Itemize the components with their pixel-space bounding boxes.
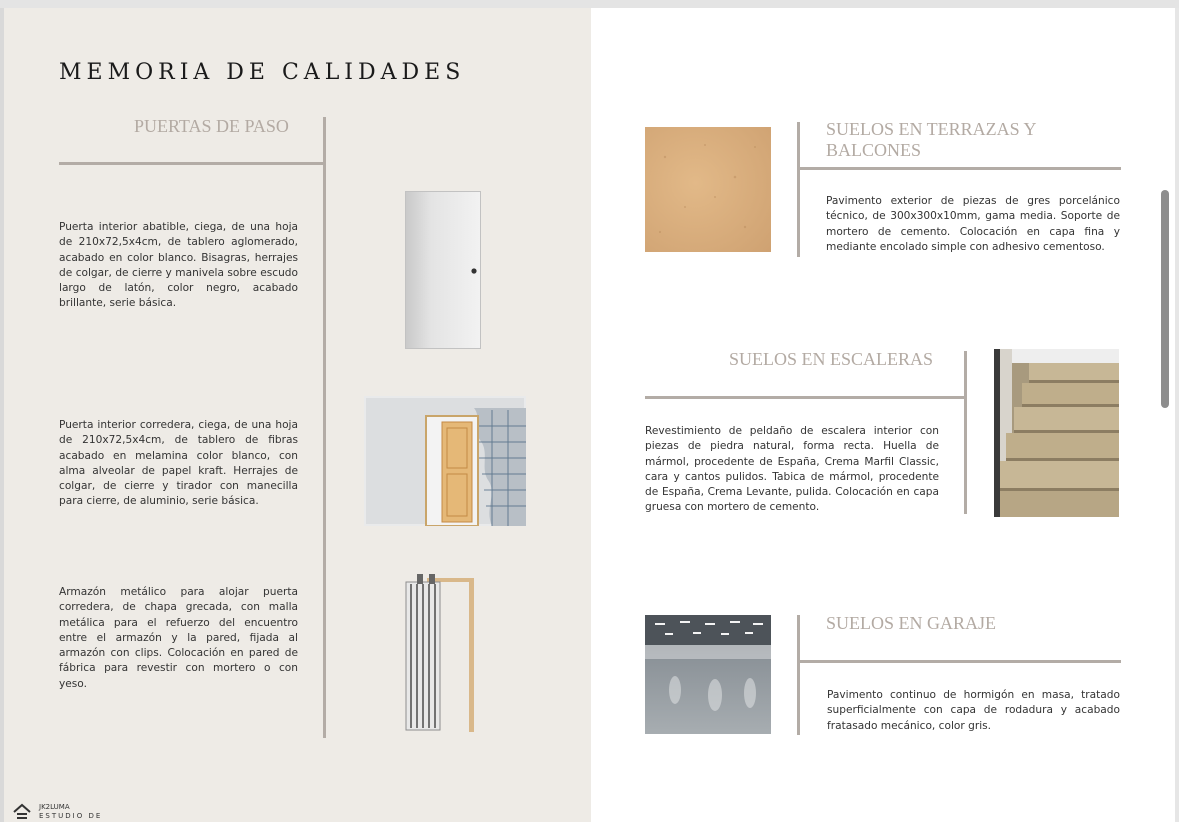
garage-floor-image <box>645 615 771 734</box>
puertas-rule <box>59 162 325 165</box>
terrazas-heading <box>826 119 1086 161</box>
metal-frame-image <box>403 572 477 732</box>
escaleras-rule <box>645 396 967 399</box>
door-image <box>405 191 481 349</box>
studio-logo-text <box>39 803 102 821</box>
studio-logo-line2: ESTUDIO DE <box>39 812 103 820</box>
terrazas-heading-line2: BALCONES <box>826 140 922 160</box>
puertas-item-1-text: Puerta interior abatible, ciega, de una hoja de 210x72,5x4cm, de tablero aglomerado, acabado en color blanco. Bisagras, herrajes de colgar, de cierre y manivela sobre escudo largo de latón, color negro, acabado brillante, serie básica. <box>59 221 298 310</box>
vertical-scrollbar[interactable] <box>1161 190 1169 408</box>
terrazas-vertical-rule <box>797 122 800 257</box>
puertas-heading: PUERTAS DE PASO <box>134 116 289 136</box>
escaleras-vertical-rule <box>964 351 967 514</box>
puertas-item-3-text: Armazón metálico para alojar puerta corredera, de chapa grecada, con malla metálica para el refuerzo del encuentro entre el armazón y la pared, fijada al armazón con clips. Colocación en pared de fábrica para revestir con mortero o con yeso. <box>59 586 298 690</box>
studio-logo-icon <box>12 802 32 822</box>
terrazas-rule <box>799 167 1121 170</box>
garaje-vertical-rule <box>797 615 800 735</box>
garaje-rule <box>799 660 1121 663</box>
puertas-vertical-rule <box>323 117 326 738</box>
escaleras-text: Revestimiento de peldaño de escalera interior con piezas de piedra natural, forma recta. Huella de mármol, procedente de España, Crema Marfil Classic, cara y cantos pulidos. Tabica de mármol, procedente de España, Crema Levante, pulida. Colocación en capa gruesa con mortero de cemento. <box>645 425 939 514</box>
right-edge <box>1175 8 1179 822</box>
top-strip <box>0 0 1179 8</box>
studio-logo-line1: JK2LUMA <box>39 803 70 811</box>
garaje-heading: SUELOS EN GARAJE <box>826 613 997 633</box>
page-title: MEMORIA DE CALIDADES <box>59 60 466 85</box>
escaleras-heading: SUELOS EN ESCALERAS <box>729 349 934 369</box>
puertas-item-2-text: Puerta interior corredera, ciega, de una hoja de 210x72,5x4cm, de tablero de fibras acabado en melamina color blanco, con alma alveolar de papel kraft. Herrajes de colgar, de cierre y tirador con manecilla para cierre, de aluminio, serie básica. <box>59 419 298 508</box>
garaje-text: Pavimento continuo de hormigón en masa, tratado superficialmente con capa de rodadura y acabado fratasado mecánico, color gris. <box>827 689 1120 732</box>
sliding-door-image <box>364 396 526 526</box>
terrace-tile-image <box>645 127 771 252</box>
terrazas-text: Pavimento exterior de piezas de gres porcelánico técnico, de 300x300x10mm, gama media. Soporte de mortero de cemento. Colocación en capa fina y mediante encolado simple con adhesivo cementoso. <box>826 195 1120 253</box>
terrazas-heading-line1: SUELOS EN TERRAZAS Y <box>826 119 1037 139</box>
stairs-image <box>994 349 1119 517</box>
